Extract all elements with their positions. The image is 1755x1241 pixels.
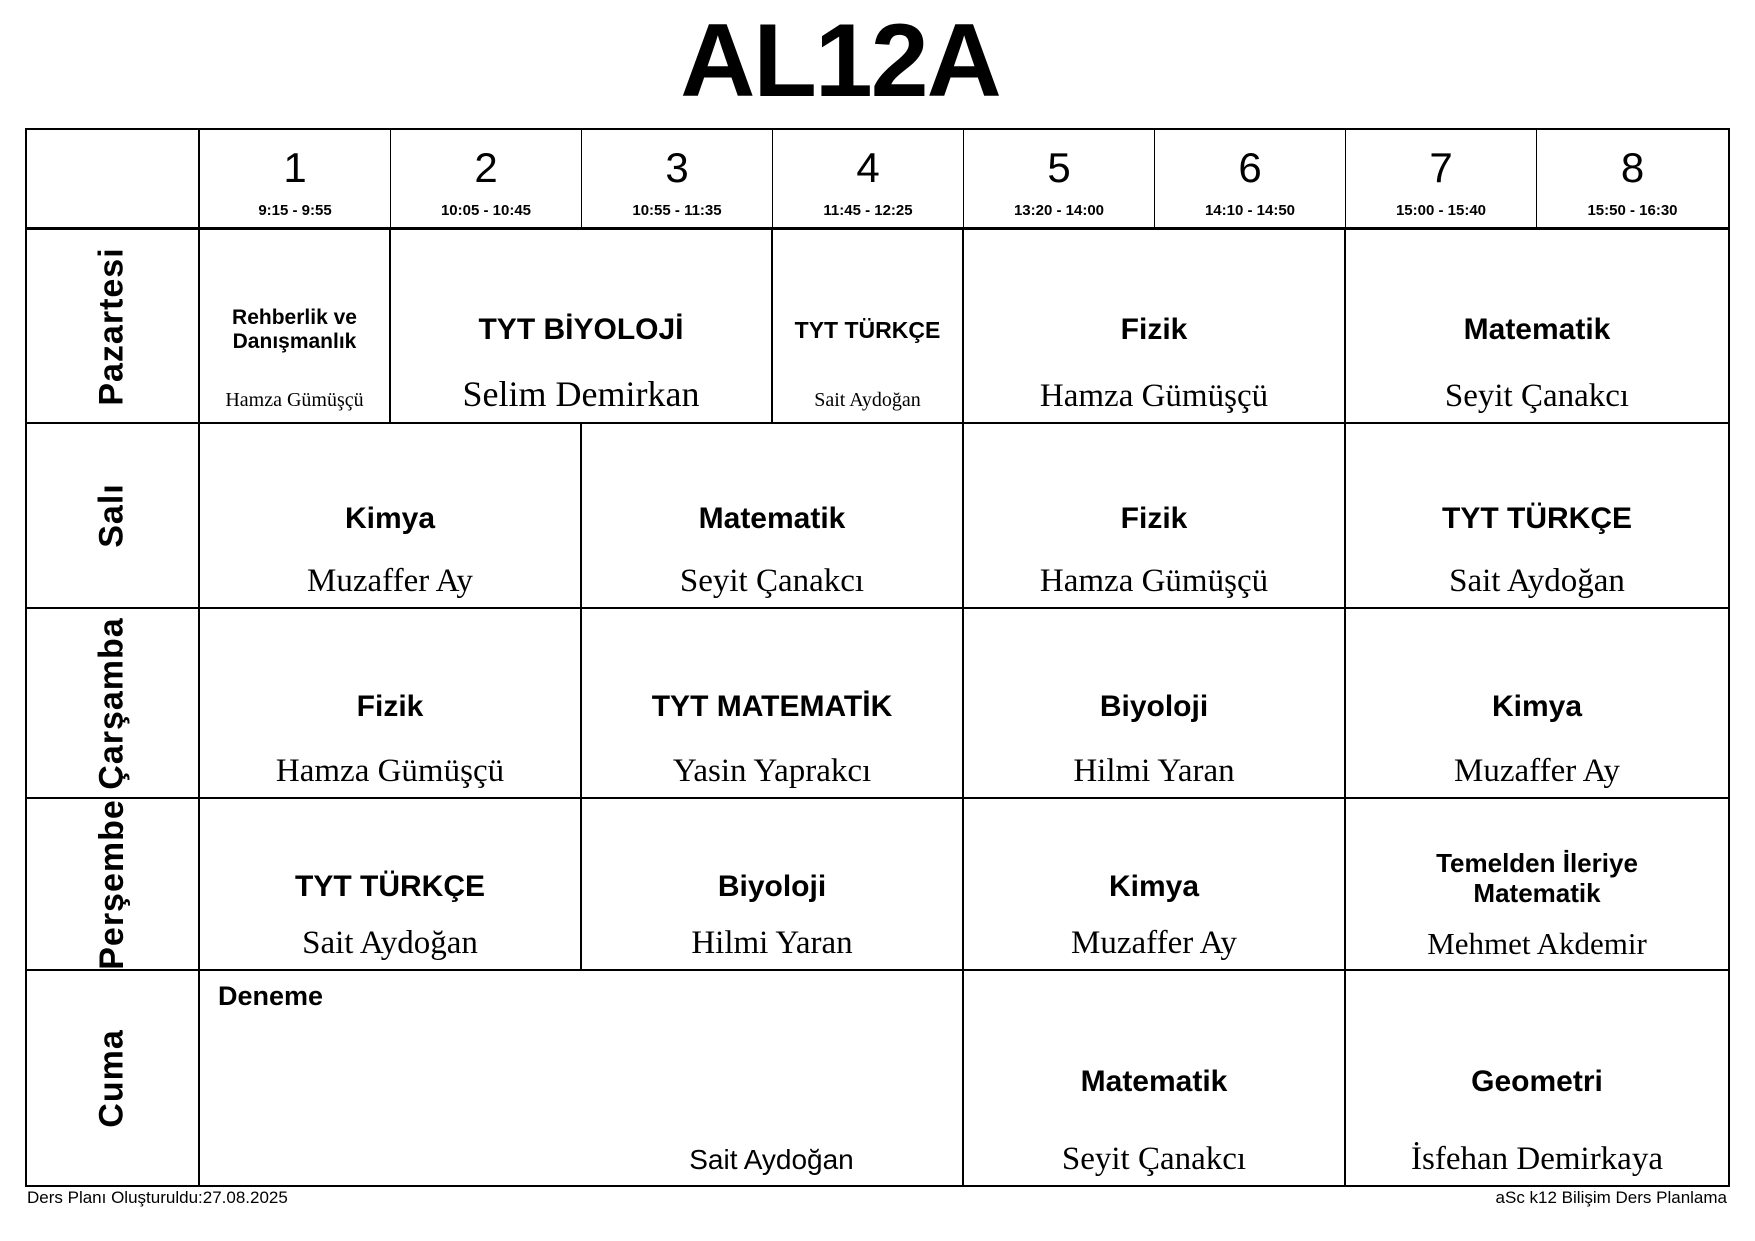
lesson-cell <box>391 230 773 424</box>
lesson-teacher: Yasin Yaprakcı <box>672 753 872 789</box>
day-row-header-carsamba <box>27 609 200 799</box>
lesson-teacher: Muzaffer Ay <box>307 563 473 599</box>
period-time: 10:55 - 11:35 <box>632 202 722 219</box>
lesson-cell <box>964 799 1346 971</box>
lesson-subject: Kimya <box>1491 689 1583 723</box>
lesson-subject: Kimya <box>1108 870 1200 904</box>
lesson-teacher: Sait Aydoğan <box>1449 563 1625 599</box>
period-time: 9:15 - 9:55 <box>258 202 332 219</box>
lesson-teacher: Hamza Gümüşçü <box>1039 563 1269 599</box>
lesson-teacher: Hamza Gümüşçü <box>225 389 364 411</box>
lesson-cell-deneme <box>200 971 964 1185</box>
period-number: 2 <box>474 144 498 191</box>
period-header-1 <box>200 130 391 230</box>
lesson-teacher: Hilmi Yaran <box>691 925 853 961</box>
page-title: AL12A <box>680 3 1000 119</box>
lesson-subject: Matematik <box>698 501 846 535</box>
period-header-7 <box>1346 130 1537 230</box>
lesson-subject: TYT TÜRKÇE <box>1442 501 1632 535</box>
period-time: 11:45 - 12:25 <box>823 202 913 219</box>
lesson-subject: TYT MATEMATİK <box>651 689 893 723</box>
lesson-cell <box>1346 230 1728 424</box>
lesson-subject: Matematik <box>1080 1065 1228 1099</box>
period-header-2 <box>391 130 582 230</box>
lesson-teacher: Muzaffer Ay <box>1454 753 1620 789</box>
day-row-header-persembe <box>27 799 200 971</box>
lesson-cell <box>1346 971 1728 1185</box>
lesson-cell <box>964 609 1346 799</box>
lesson-cell <box>582 609 964 799</box>
lesson-cell <box>1346 424 1728 609</box>
lesson-cell <box>964 424 1346 609</box>
lesson-subject: TYT BİYOLOJİ <box>478 312 684 346</box>
day-row-header-sali <box>27 424 200 609</box>
lesson-subject: Biyoloji <box>717 870 827 904</box>
lesson-cell <box>582 799 964 971</box>
period-number: 1 <box>283 144 307 191</box>
day-label: Cuma <box>93 1028 131 1128</box>
lesson-subject: Biyoloji <box>1099 689 1209 723</box>
period-header-8 <box>1537 130 1728 230</box>
period-header-3 <box>582 130 773 230</box>
lesson-teacher: Mehmet Akdemir <box>1427 926 1647 961</box>
period-header-5 <box>964 130 1155 230</box>
period-header-4 <box>773 130 964 230</box>
lesson-subject: Fizik <box>356 689 424 723</box>
lesson-cell <box>1346 799 1728 971</box>
lesson-subject: Deneme <box>218 981 324 1011</box>
lesson-subject: Kimya <box>344 501 436 535</box>
lesson-cell <box>582 424 964 609</box>
lesson-subject: Fizik <box>1120 312 1188 346</box>
lesson-cell <box>200 230 391 424</box>
lesson-subject: TYT TÜRKÇE <box>295 870 485 904</box>
period-number: 3 <box>665 144 689 191</box>
lesson-subject: Fizik <box>1120 501 1188 535</box>
lesson-subject: Temelden İleriye Matematik <box>1436 848 1638 908</box>
period-time: 15:50 - 16:30 <box>1587 202 1678 219</box>
lesson-cell <box>200 609 582 799</box>
period-number: 4 <box>856 144 880 191</box>
lesson-teacher: Sait Aydoğan <box>689 1144 854 1175</box>
lesson-subject: Geometri <box>1471 1065 1603 1099</box>
period-time: 15:00 - 15:40 <box>1395 202 1487 219</box>
lesson-subject: Rehberlik ve Danışmanlık <box>232 305 357 353</box>
lesson-cell <box>200 799 582 971</box>
lesson-teacher: Seyit Çanakcı <box>1061 1141 1247 1177</box>
period-header-6 <box>1155 130 1346 230</box>
day-label: Çarşamba <box>93 616 132 790</box>
footer-created-date: Ders Planı Oluşturuldu:27.08.2025 <box>27 1188 288 1207</box>
period-number: 5 <box>1047 144 1071 191</box>
lesson-cell <box>964 971 1346 1185</box>
lesson-teacher: Hamza Gümüşçü <box>1039 378 1269 414</box>
footer-app-name: aSc k12 Bilişim Ders Planlama <box>1495 1188 1727 1207</box>
timetable-grid <box>25 128 1730 1187</box>
period-time: 14:10 - 14:50 <box>1204 202 1296 219</box>
lesson-teacher: Hilmi Yaran <box>1073 753 1235 789</box>
day-label: Salı <box>92 483 131 548</box>
lesson-cell <box>964 230 1346 424</box>
lesson-teacher: Sait Aydoğan <box>814 389 921 411</box>
day-label: Pazartesi <box>92 246 131 406</box>
lesson-subject: Matematik <box>1463 312 1611 346</box>
lesson-cell <box>773 230 964 424</box>
lesson-teacher: Selim Demirkan <box>462 374 700 414</box>
period-time: 13:20 - 14:00 <box>1013 202 1105 219</box>
day-label: Perşembe <box>92 798 131 970</box>
corner-cell <box>27 130 200 230</box>
period-number: 8 <box>1620 144 1645 191</box>
day-row-header-cuma <box>27 971 200 1185</box>
period-time: 10:05 - 10:45 <box>440 202 532 219</box>
period-number: 6 <box>1238 144 1262 191</box>
lesson-teacher: Muzaffer Ay <box>1071 925 1237 961</box>
day-row-header-pazartesi <box>27 230 200 424</box>
lesson-subject: TYT TÜRKÇE <box>794 316 941 343</box>
lesson-teacher: Seyit Çanakcı <box>679 563 865 599</box>
lesson-cell <box>200 424 582 609</box>
lesson-teacher: Seyit Çanakcı <box>1444 378 1630 414</box>
lesson-teacher: İsfehan Demirkaya <box>1411 1141 1663 1177</box>
period-number: 7 <box>1429 144 1453 191</box>
lesson-teacher: Hamza Gümüşçü <box>275 753 505 789</box>
lesson-teacher: Sait Aydoğan <box>302 925 478 961</box>
lesson-cell <box>1346 609 1728 799</box>
